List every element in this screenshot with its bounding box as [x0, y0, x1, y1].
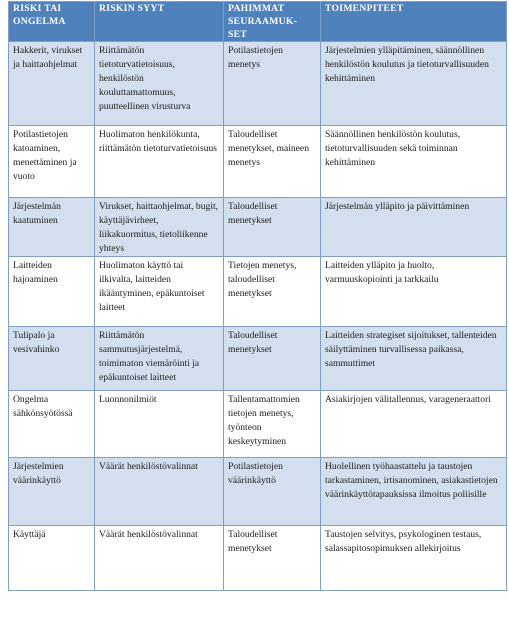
table-row — [9, 42, 507, 126]
risk-table — [8, 1, 507, 591]
table-row — [9, 391, 507, 458]
cell-risk: Tulipalo ja vesivahinko — [9, 327, 95, 391]
cell-actions: Järjestelmän ylläpito ja päivittäminen — [321, 198, 507, 257]
table-row — [9, 126, 507, 198]
cell-risk: Käyttäjä — [9, 526, 95, 591]
cell-causes: Riittämätön tietoturvatietoisuus, henkilöstön kouluttamattomuus, puutteellinen virusturva — [95, 42, 224, 126]
cell-consequences: Tietojen menetys, taloudelliset menetykset — [224, 257, 321, 327]
cell-risk: Järjestelmien väärinkäyttö — [9, 458, 95, 526]
cell-risk: Hakkerit, virukset ja haittaohjelmat — [9, 42, 95, 126]
cell-risk: Laitteiden hajoaminen — [9, 257, 95, 327]
table-row — [9, 257, 507, 327]
cell-causes: Riittämätön sammutusjärjestelmä, toimimaton viemäröinti ja epäkuntoiset laitteet — [95, 327, 224, 391]
cell-actions: Taustojen selvitys, psykologinen testaus, salassapitosopimuksen allekirjoitus — [321, 526, 507, 591]
cell-consequences: Potilastietojen menetys — [224, 42, 321, 126]
cell-causes: Väärät henkilöstövalinnat — [95, 526, 224, 591]
table-row — [9, 526, 507, 591]
cell-consequences: Tallentamattomien tietojen menetys, työnteon keskeytyminen — [224, 391, 321, 458]
cell-risk: Ongelma sähkönsyötössä — [9, 391, 95, 458]
cell-actions: Asiakirjojen välitallennus, varageneraattori — [321, 391, 507, 458]
cell-consequences: Taloudelliset menetykset — [224, 526, 321, 591]
header-actions: TOIMENPITEET — [321, 2, 507, 42]
cell-actions: Säännöllinen henkilöstön koulutus, tietoturvallisuuden sekä toiminnan kehittäminen — [321, 126, 507, 198]
cell-consequences: Taloudelliset menetykset — [224, 327, 321, 391]
cell-consequences: Taloudelliset menetykset — [224, 198, 321, 257]
table-row — [9, 327, 507, 391]
cell-consequences: Potilastietojen väärinkäyttö — [224, 458, 321, 526]
cell-causes: Huolimaton käyttö tai ilkivalta, laitteiden ikääntyminen, epäkuntoiset laitteet — [95, 257, 224, 327]
cell-causes: Huolimaton henkilökunta, riittämätön tietoturvatietoisuus — [95, 126, 224, 198]
cell-actions: Huolellinen työhaastattelu ja taustojen tarkastaminen, irtisanominen, asiakastietojen väärinkäyttötapauksissa ilmoitus poliisille — [321, 458, 507, 526]
table-header — [9, 2, 507, 42]
cell-actions: Järjestelmien ylläpitäminen, säännöllinen henkilöstön koulutus ja tietoturvallisuuden kehittäminen — [321, 42, 507, 126]
cell-risk: Potilastietojen katoaminen, menettäminen ja vuoto — [9, 126, 95, 198]
header-row — [9, 2, 507, 42]
header-risk: RISKI TAI ONGELMA — [9, 2, 95, 42]
cell-risk: Järjestelmän kaatuminen — [9, 198, 95, 257]
table-body — [9, 42, 507, 591]
cell-consequences: Taloudelliset menetykset, maineen menetys — [224, 126, 321, 198]
header-consequences: PAHIMMAT SEURAAMUK-SET — [224, 2, 321, 42]
table-row — [9, 198, 507, 257]
cell-causes: Väärät henkilöstövalinnat — [95, 458, 224, 526]
cell-actions: Laitteiden ylläpito ja huolto, varmuuskopiointi ja tarkkailu — [321, 257, 507, 327]
table-row — [9, 458, 507, 526]
header-causes: RISKIN SYYT — [95, 2, 224, 42]
cell-causes: Virukset, haittaohjelmat, bugit, käyttäjävirheet, liikakuormitus, tietoliikenne yhteys — [95, 198, 224, 257]
cell-actions: Laitteiden strategiset sijoitukset, tallenteiden säilyttäminen turvallisessa paikassa, sammuttimet — [321, 327, 507, 391]
cell-causes: Luonnonilmiöt — [95, 391, 224, 458]
